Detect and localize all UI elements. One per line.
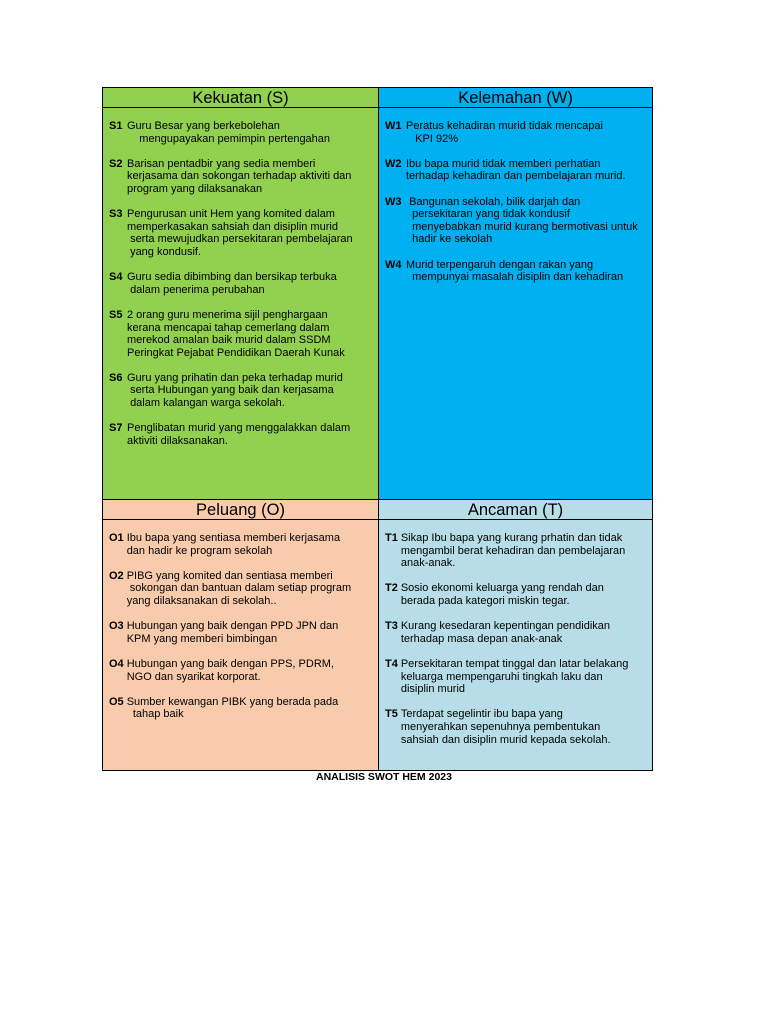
threat-item — [385, 582, 647, 607]
item-code: S1 — [109, 120, 123, 132]
weakness-item — [385, 259, 647, 284]
item-code: T3 — [385, 620, 398, 633]
item-code: O5 — [109, 695, 124, 708]
item-code: T4 — [385, 657, 398, 670]
threat-item — [385, 658, 647, 696]
weaknesses-list — [379, 108, 652, 284]
strengths-list — [103, 108, 378, 447]
item-code: O2 — [109, 569, 124, 582]
threats-quadrant — [379, 500, 652, 770]
opportunities-quadrant — [103, 500, 379, 770]
strength-item — [109, 120, 373, 145]
item-text: Guru Besar yang berkebolehan mengupayakan pemimpin pertengahan — [127, 120, 331, 145]
item-text: Terdapat segelintir ibu bapa yang menyerahkan sepenuhnya pembentukan sahsiah dan disiplin murid kepada sekolah. — [400, 708, 611, 746]
opportunity-item — [109, 532, 373, 557]
item-code: O4 — [109, 657, 124, 670]
document-caption: ANALISIS SWOT HEM 2023 — [316, 771, 452, 783]
item-text: Guru yang prihatin dan peka terhadap murid serta Hubungan yang baik dan kerjasama dalam kalangan warga sekolah. — [127, 371, 343, 410]
threats-list — [379, 520, 652, 746]
item-text: Pengurusan unit Hem yang komited dalam memperkasakan sahsiah dan disiplin murid serta mewujudkan persekitaran pembelajaran yang kondusif. — [127, 208, 353, 258]
item-text: Sosio ekonomi keluarga yang rendah dan berada pada kategori miskin tegar. — [400, 582, 604, 607]
item-text: PIBG yang komited dan sentiasa memberi sokongan dan bantuan dalam setiap program yang dilaksanakan di sekolah.. — [126, 569, 352, 607]
strengths-quadrant — [103, 88, 379, 500]
opportunities-list — [103, 520, 378, 721]
item-code: W3 — [385, 195, 402, 208]
item-code: T2 — [385, 582, 398, 595]
item-text: Peratus kehadiran murid tidak mencapai KPI 92% — [406, 120, 603, 145]
item-text: Persekitaran tempat tinggal dan latar belakang keluarga mempengaruhi tingkah laku dan disiplin murid — [400, 657, 629, 696]
opportunity-item — [109, 570, 373, 608]
weaknesses-quadrant — [379, 88, 652, 500]
item-text: Ibu bapa yang sentiasa memberi kerjasama dan hadir ke program sekolah — [126, 532, 341, 557]
item-code: W2 — [385, 157, 402, 170]
opportunities-title: Peluang (O) — [103, 500, 378, 520]
item-text: Bangunan sekolah, bilik darjah dan persekitaran yang tidak kondusif menyebabkan murid kurang bermotivasi untuk hadir ke sekolah — [409, 195, 638, 246]
item-code: S6 — [109, 371, 123, 384]
weaknesses-title: Kelemahan (W) — [379, 88, 652, 108]
item-code: S5 — [109, 308, 123, 321]
strength-item — [109, 309, 373, 359]
item-text: Guru sedia dibimbing dan bersikap terbuka dalam penerima perubahan — [127, 271, 337, 296]
weakness-item — [385, 120, 647, 145]
threats-title: Ancaman (T) — [379, 500, 652, 520]
item-code: S2 — [109, 157, 123, 170]
strengths-title: Kekuatan (S) — [103, 88, 378, 108]
strength-item — [109, 372, 373, 410]
item-code: O3 — [109, 620, 124, 633]
threat-item — [385, 708, 647, 746]
item-text: Sumber kewangan PIBK yang berada pada tahap baik — [126, 695, 339, 721]
item-text: Ibu bapa murid tidak memberi perhatian terhadap kehadiran dan pembelajaran murid. — [406, 157, 626, 183]
opportunity-item — [109, 658, 373, 683]
item-code: W1 — [385, 120, 402, 132]
item-code: S4 — [109, 271, 123, 284]
strength-item — [109, 158, 373, 196]
item-code: T1 — [385, 532, 398, 544]
strength-item — [109, 422, 373, 447]
weakness-item — [385, 158, 647, 183]
strength-item — [109, 208, 373, 258]
item-text: Sikap Ibu bapa yang kurang prhatin dan tidak mengambil berat kehadiran dan pembelajaran anak-anak. — [400, 532, 626, 570]
item-code: W4 — [385, 258, 402, 271]
item-code: O1 — [109, 532, 124, 544]
strength-item — [109, 271, 373, 296]
item-text: Murid terpengaruh dengan rakan yang mempunyai masalah disiplin dan kehadiran — [406, 258, 624, 284]
item-text: 2 orang guru menerima sijil penghargaan kerana mencapai tahap cemerlang dalam merekod amalan baik murid dalam SSDM Peringkat Pejabat Pendidikan Daerah Kunak — [127, 308, 345, 359]
weakness-item — [385, 196, 647, 246]
item-text: Hubungan yang baik dengan PPD JPN dan KPM yang memberi bimbingan — [126, 620, 339, 645]
item-text: Penglibatan murid yang menggalakkan dalam aktiviti dilaksanakan. — [127, 422, 351, 447]
swot-table — [102, 87, 653, 771]
opportunity-item — [109, 696, 373, 721]
item-code: T5 — [385, 708, 398, 721]
item-text: Hubungan yang baik dengan PPS, PDRM, NGO dan syarikat korporat. — [126, 657, 334, 683]
item-text: Kurang kesedaran kepentingan pendidikan terhadap masa depan anak-anak — [400, 620, 611, 645]
item-code: S3 — [109, 208, 123, 221]
threat-item — [385, 620, 647, 645]
threat-item — [385, 532, 647, 570]
opportunity-item — [109, 620, 373, 645]
item-text: Barisan pentadbir yang sedia memberi kerjasama dan sokongan terhadap aktiviti dan program yang dilaksanakan — [127, 157, 352, 195]
item-code: S7 — [109, 422, 123, 435]
